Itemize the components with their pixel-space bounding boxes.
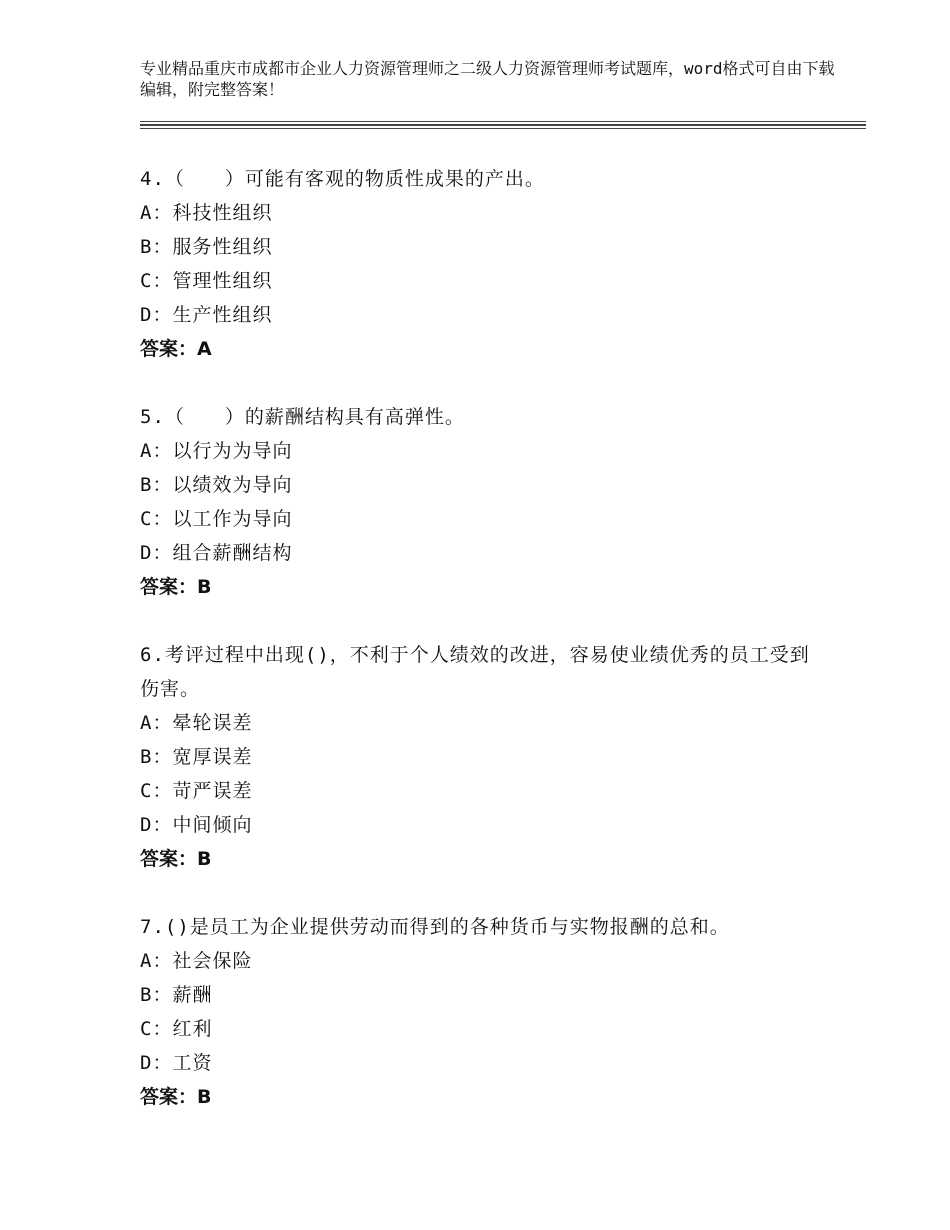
question-stem: 7.()是员工为企业提供劳动而得到的各种货币与实物报酬的总和。 [140, 916, 730, 938]
option-text: 以绩效为导向 [172, 474, 293, 496]
document-header: 专业精品重庆市成都市企业人力资源管理师之二级人力资源管理师考试题库，word格式可自由下载编辑，附完整答案！ [140, 59, 835, 99]
option-b: B：以绩效为导向 [140, 468, 820, 502]
question-4 [140, 162, 820, 366]
option-letter: A [140, 712, 153, 734]
question-stem: 4.（ ）可能有客观的物质性成果的产出。 [140, 168, 545, 190]
answer-value: B [197, 848, 212, 870]
option-text: 科技性组织 [172, 202, 273, 224]
option-letter: D [140, 304, 153, 326]
option-letter: A [140, 202, 153, 224]
option-c: C：红利 [140, 1012, 820, 1046]
option-text: 以工作为导向 [172, 508, 293, 530]
option-text: 宽厚误差 [172, 746, 253, 768]
answer-label: 答案： [140, 576, 198, 598]
option-a: A：以行为为导向 [140, 434, 820, 468]
option-letter: D [140, 814, 153, 836]
option-c: C：管理性组织 [140, 264, 820, 298]
option-b: B：宽厚误差 [140, 740, 820, 774]
option-letter: A [140, 440, 153, 462]
option-text: 社会保险 [172, 950, 253, 972]
option-text: 工资 [172, 1052, 213, 1074]
option-letter: D [140, 542, 153, 564]
option-letter: C [140, 780, 153, 802]
option-text: 薪酬 [172, 984, 213, 1006]
answer-value: B [197, 576, 212, 598]
option-letter: C [140, 1018, 153, 1040]
question-list [140, 162, 820, 1148]
option-d: D：工资 [140, 1046, 820, 1080]
option-b: B：服务性组织 [140, 230, 820, 264]
option-text: 苛严误差 [172, 780, 253, 802]
option-letter: C [140, 270, 153, 292]
option-text: 生产性组织 [172, 304, 273, 326]
option-letter: B [140, 746, 153, 768]
option-a: A：科技性组织 [140, 196, 820, 230]
question-6 [140, 638, 820, 876]
option-text: 晕轮误差 [172, 712, 253, 734]
answer-line [140, 570, 820, 604]
option-letter: B [140, 474, 153, 496]
answer-label: 答案： [140, 1086, 198, 1108]
header-divider-line [140, 128, 866, 129]
option-a: A：晕轮误差 [140, 706, 820, 740]
option-letter: D [140, 1052, 153, 1074]
option-text: 中间倾向 [172, 814, 253, 836]
question-5 [140, 400, 820, 604]
option-c: C：以工作为导向 [140, 502, 820, 536]
question-stem: 6.考评过程中出现()，不利于个人绩效的改进，容易使业绩优秀的员工受到伤害。 [140, 644, 810, 700]
option-b: B：薪酬 [140, 978, 820, 1012]
option-text: 红利 [172, 1018, 213, 1040]
answer-line [140, 1080, 820, 1114]
option-text: 服务性组织 [172, 236, 273, 258]
option-a: A：社会保险 [140, 944, 820, 978]
option-d: D：生产性组织 [140, 298, 820, 332]
option-d: D：中间倾向 [140, 808, 820, 842]
header-divider-line [140, 124, 866, 126]
answer-line [140, 332, 820, 366]
header-divider-line [140, 121, 866, 122]
answer-value: A [197, 338, 212, 360]
option-text: 管理性组织 [172, 270, 273, 292]
option-text: 组合薪酬结构 [172, 542, 293, 564]
question-stem: 5.（ ）的薪酬结构具有高弹性。 [140, 406, 465, 428]
answer-line [140, 842, 820, 876]
question-7 [140, 910, 820, 1114]
answer-label: 答案： [140, 848, 198, 870]
option-text: 以行为为导向 [172, 440, 293, 462]
option-c: C：苛严误差 [140, 774, 820, 808]
option-letter: C [140, 508, 153, 530]
option-d: D：组合薪酬结构 [140, 536, 820, 570]
option-letter: A [140, 950, 153, 972]
option-letter: B [140, 984, 153, 1006]
option-letter: B [140, 236, 153, 258]
answer-value: B [197, 1086, 212, 1108]
answer-label: 答案： [140, 338, 198, 360]
